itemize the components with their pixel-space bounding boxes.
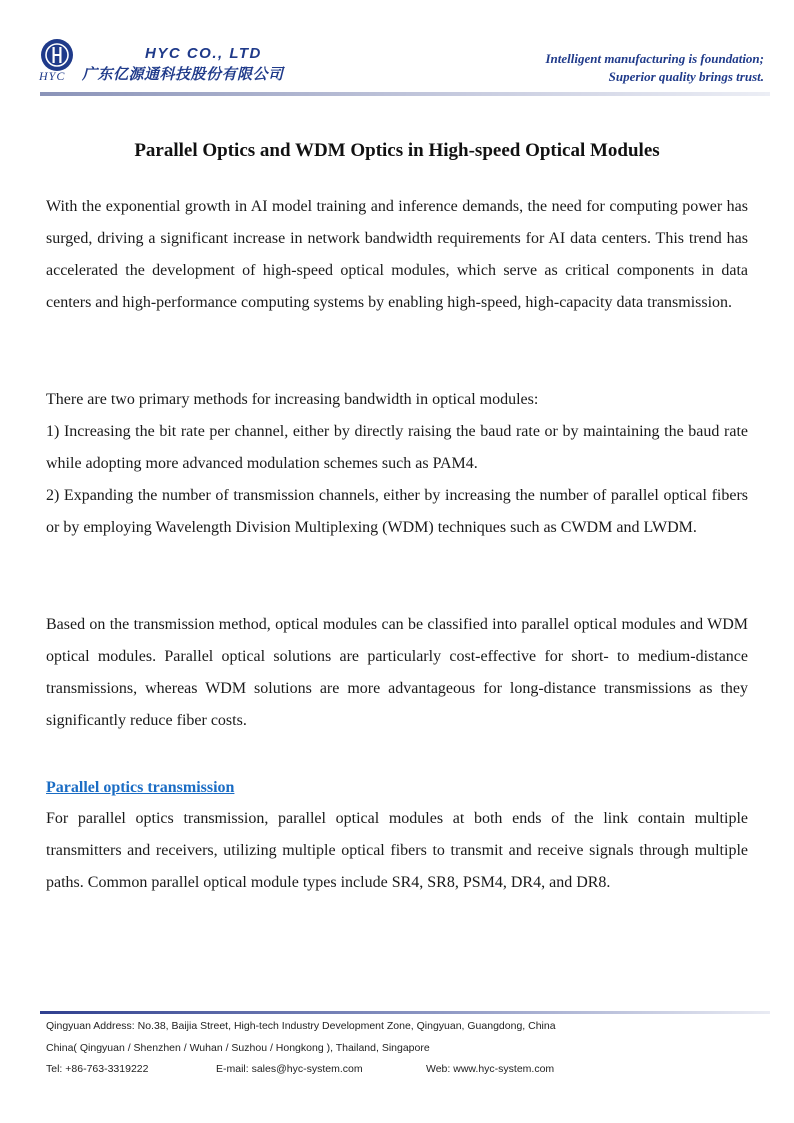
company-name-en: HYC CO., LTD: [145, 45, 262, 62]
company-name-cn: 广东亿源通科技股份有限公司: [82, 65, 284, 83]
footer-locations: China( Qingyuan / Shenzhen / Wuhan / Suzhou / Hongkong ), Thailand, Singapore: [46, 1042, 430, 1054]
paragraph-methods-intro: There are two primary methods for increasing bandwidth in optical modules:: [46, 391, 539, 408]
paragraph-parallel-optics: For parallel optics transmission, parallel optical modules at both ends of the link contain multiple transmitters and receivers, utilizing multiple optical fibers to transmit and receive signals through multiple paths. Common parallel optical module types include SR4, SR8, PSM4, DR4, and DR8.: [46, 810, 748, 891]
paragraph-method-1: 1) Increasing the bit rate per channel, either by directly raising the baud rate or by maintaining the baud rate while adopting more advanced modulation schemes such as PAM4.: [46, 423, 748, 472]
document-title: Parallel Optics and WDM Optics in High-speed Optical Modules: [134, 140, 660, 161]
section-heading-parallel-optics[interactable]: Parallel optics transmission: [46, 779, 235, 796]
page-header: [0, 0, 794, 100]
header-divider: [40, 92, 770, 96]
hyc-logo-icon: [40, 38, 74, 72]
footer-contacts: [46, 1063, 746, 1077]
slogan-line-2: Superior quality brings trust.: [608, 69, 764, 84]
slogan: [545, 50, 764, 86]
slogan-line-1: Intelligent manufacturing is foundation;: [545, 51, 764, 66]
footer-email[interactable]: E-mail: sales@hyc-system.com: [216, 1063, 363, 1075]
footer-address: Qingyuan Address: No.38, Baijia Street, High-tech Industry Development Zone, Qingyuan, Guangdong, China: [46, 1020, 556, 1032]
logo-wordmark: HYC: [39, 69, 66, 83]
paragraph-method-2: 2) Expanding the number of transmission channels, either by increasing the number of parallel optical fibers or by employing Wavelength Division Multiplexing (WDM) techniques such as CWDM and LWDM.: [46, 487, 748, 536]
footer-tel: Tel: +86-763-3319222: [46, 1063, 149, 1075]
paragraph-intro: With the exponential growth in AI model training and inference demands, the need for computing power has surged, driving a significant increase in network bandwidth requirements for AI data centers. This trend has accelerated the development of high-speed optical modules, which serve as critical components in data centers and high-performance computing systems by enabling high-speed, high-capacity data transmission.: [46, 198, 748, 311]
paragraph-classification: Based on the transmission method, optical modules can be classified into parallel optical modules and WDM optical modules. Parallel optical solutions are particularly cost-effective for short- to medium-distance transmissions, whereas WDM solutions are more advantageous for long-distance transmissions as they significantly reduce fiber costs.: [46, 616, 748, 729]
footer-web[interactable]: Web: www.hyc-system.com: [426, 1063, 555, 1075]
footer-divider: [40, 1011, 770, 1014]
